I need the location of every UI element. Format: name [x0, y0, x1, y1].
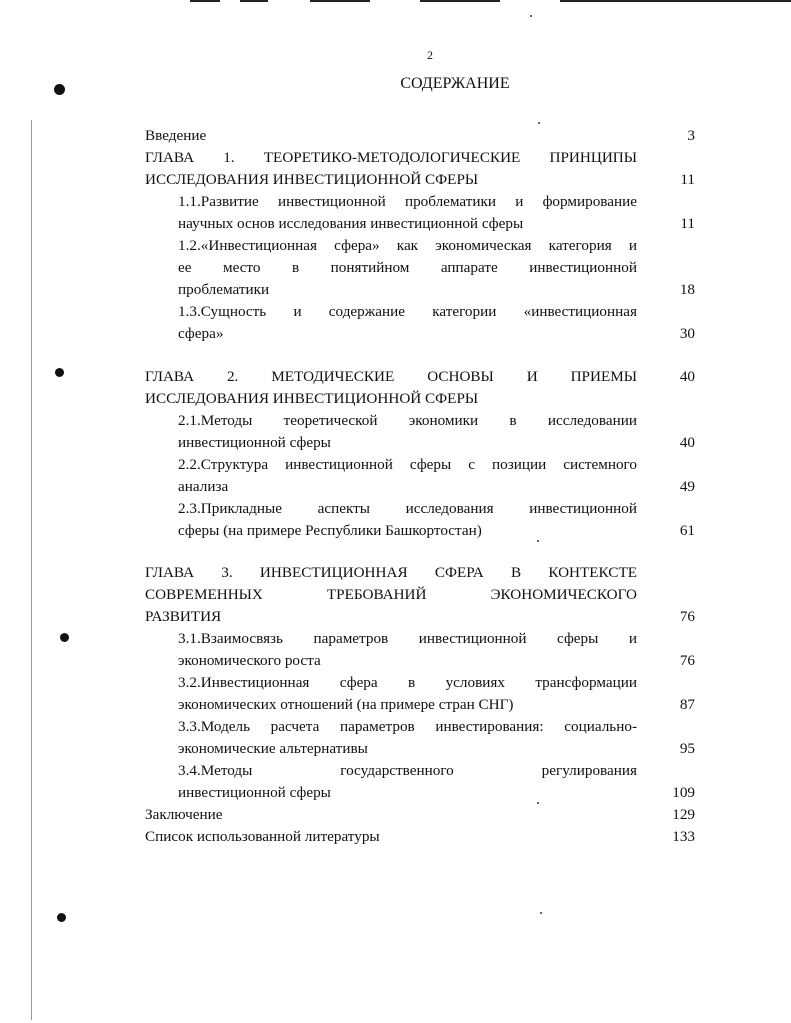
toc-entry-line: экономических отношений (на примере стран СНГ) [178, 696, 514, 713]
toc-entry-line: 3.2.Инвестиционная сфера в условиях трансформации [178, 674, 637, 691]
toc-entry-line: СОВРЕМЕННЫХ ТРЕБОВАНИЙ ЭКОНОМИЧЕСКОГО [145, 586, 637, 603]
toc-entry-line: анализа [178, 478, 229, 495]
toc-entry-line: 1.1.Развитие инвестиционной проблематики и формирование [178, 193, 637, 210]
toc-entry-line: 1.2.«Инвестиционная сфера» как экономическая категория и [178, 237, 637, 254]
toc-page-number: 3 [687, 127, 695, 144]
toc-entry-line: ИССЛЕДОВАНИЯ ИНВЕСТИЦИОННОЙ СФЕРЫ [145, 390, 479, 407]
toc-entry-line: 1.3.Сущность и содержание категории «инвестиционная [178, 303, 637, 320]
toc-entry-line: 2.1.Методы теоретической экономики в исследовании [178, 412, 637, 429]
toc-page-number: 11 [680, 171, 695, 188]
toc-entry-line: ее место в понятийном аппарате инвестиционной [178, 259, 637, 276]
scan-artifact [420, 0, 500, 2]
toc-page-number: 95 [679, 740, 695, 757]
binding-hole-mark [54, 84, 65, 95]
scan-speck [538, 122, 540, 124]
toc-page-number: 11 [680, 215, 695, 232]
toc-page-number: 49 [679, 478, 695, 495]
toc-page-number: 18 [679, 281, 695, 298]
toc-entry-line: ГЛАВА 3. ИНВЕСТИЦИОННАЯ СФЕРА В КОНТЕКСТЕ [145, 564, 637, 581]
binding-hole-mark [55, 368, 64, 377]
toc-entry-line: инвестиционной сферы [178, 434, 331, 451]
scan-speck [530, 15, 532, 17]
toc-entry-line: сфера» [178, 325, 224, 342]
scan-artifact [190, 0, 220, 2]
toc-entry-line: сферы (на примере Республики Башкортостан) [178, 522, 482, 539]
toc-entry-line: Введение [145, 127, 207, 144]
toc-page-number: 109 [672, 784, 695, 801]
page-number: 2 [427, 48, 433, 62]
toc-page-number: 40 [679, 368, 695, 385]
binding-hole-mark [57, 913, 66, 922]
scan-speck [537, 540, 539, 542]
toc-entry-line: экономического роста [178, 652, 321, 669]
scan-artifact [240, 0, 268, 2]
toc-page-number: 76 [679, 608, 695, 625]
toc-entry-line: инвестиционной сферы [178, 784, 331, 801]
toc-page-number: 40 [679, 434, 695, 451]
toc-entry-line: 2.2.Структура инвестиционной сферы с позиции системного [178, 456, 637, 473]
toc-entry-line: 3.3.Модель расчета параметров инвестирования: социально- [178, 718, 637, 735]
page-title: СОДЕРЖАНИЕ [400, 75, 510, 92]
toc-entry-line: РАЗВИТИЯ [145, 608, 222, 625]
toc-page-number: 76 [679, 652, 695, 669]
toc-page-number: 129 [672, 806, 695, 823]
scan-speck [540, 912, 542, 914]
toc-entry-line: экономические альтернативы [178, 740, 368, 757]
scan-speck [537, 802, 539, 804]
binding-hole-mark [60, 633, 69, 642]
toc-entry-line: ИССЛЕДОВАНИЯ ИНВЕСТИЦИОННОЙ СФЕРЫ [145, 171, 479, 188]
toc-entry-line: 3.1.Взаимосвязь параметров инвестиционной сферы и [178, 630, 637, 647]
toc-entry-line: научных основ исследования инвестиционной сферы [178, 215, 524, 232]
scan-artifact [31, 120, 32, 1020]
toc-entry-line: Список использованной литературы [145, 828, 380, 845]
toc-entry-line: 3.4.Методы государственного регулирования [178, 762, 637, 779]
toc-entry-line: 2.3.Прикладные аспекты исследования инвестиционной [178, 500, 637, 517]
toc-page-number: 133 [672, 828, 695, 845]
toc-entry-line: Заключение [145, 806, 223, 823]
toc-page-number: 30 [679, 325, 695, 342]
scan-artifact [560, 0, 791, 2]
scan-artifact [310, 0, 370, 2]
toc-page-number: 61 [679, 522, 695, 539]
toc-entry-line: ГЛАВА 1. ТЕОРЕТИКО-МЕТОДОЛОГИЧЕСКИЕ ПРИНЦИПЫ [145, 149, 637, 166]
toc-entry-line: ГЛАВА 2. МЕТОДИЧЕСКИЕ ОСНОВЫ И ПРИЕМЫ [145, 368, 637, 385]
toc-entry-line: проблематики [178, 281, 270, 298]
toc-page-number: 87 [679, 696, 695, 713]
